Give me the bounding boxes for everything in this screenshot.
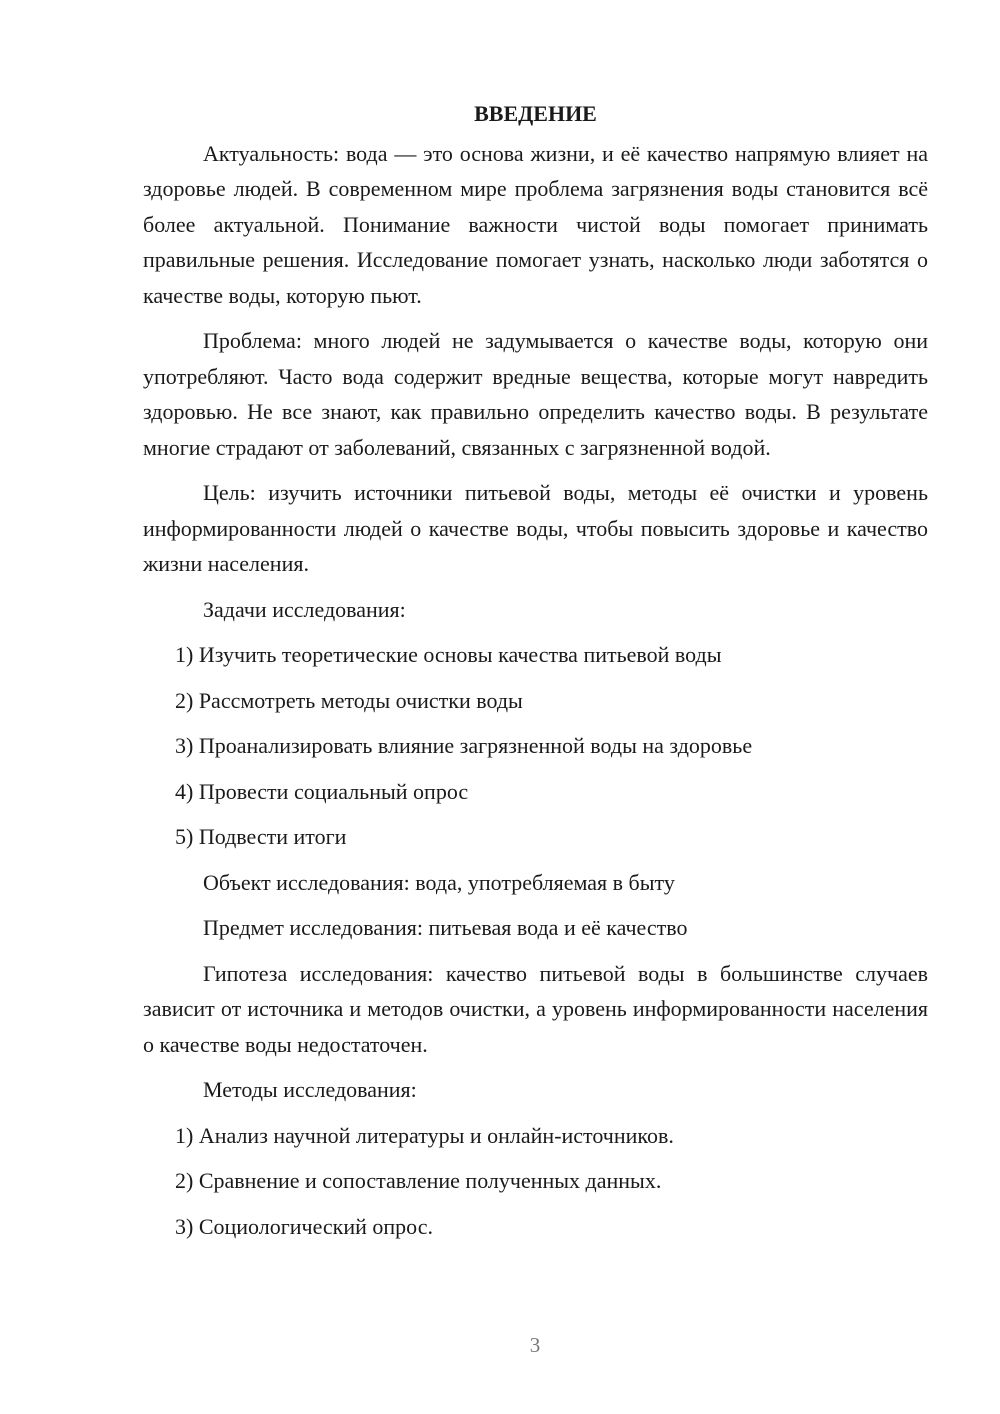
method-item: 3) Социологический опрос.	[175, 1213, 433, 1239]
hypothesis-paragraph: Гипотеза исследования: качество питьевой воды в большинстве случаев зависит от источника и методов очистки, а уровень информированности населения о качестве воды недостаточен.	[143, 960, 928, 1057]
page-title: ВВЕДЕНИЕ	[474, 101, 597, 126]
research-subject: Предмет исследования: питьевая вода и её качество	[203, 915, 688, 940]
research-object: Объект исследования: вода, употребляемая в быту	[203, 869, 675, 895]
document-page	[143, 96, 928, 1254]
task-item: 5) Подвести итоги	[175, 824, 347, 849]
task-item: 2) Рассмотреть методы очистки воды	[175, 687, 523, 713]
task-item: 4) Провести социальный опрос	[175, 778, 469, 804]
task-item: 1) Изучить теоретические основы качества питьевой воды	[175, 642, 722, 667]
task-item: 3) Проанализировать влияние загрязненной воды на здоровье	[175, 733, 753, 758]
relevance-paragraph: Актуальность: вода — это основа жизни, и её качество напрямую влияет на здоровье людей. В современном мире проблема загрязнения воды становится всё более актуальной. Понимание важности чистой воды помогает принимать правильные решения. Исследование помогает узнать, насколько люди заботятся о качестве воды, которую пьют.	[143, 140, 928, 308]
tasks-heading: Задачи исследования:	[203, 596, 406, 622]
method-item: 1) Анализ научной литературы и онлайн-источников.	[175, 1122, 674, 1148]
method-item: 2) Сравнение и сопоставление полученных данных.	[175, 1168, 662, 1193]
goal-paragraph: Цель: изучить источники питьевой воды, методы её очистки и уровень информированности людей о качестве воды, чтобы повысить здоровье и качество жизни населения.	[143, 480, 928, 576]
problem-paragraph: Проблема: много людей не задумывается о качестве воды, которую они употребляют. Часто вода содержит вредные вещества, которые могут навредить здоровью. Не все знают, как правильно определить качество воды. В результате многие страдают от заболеваний, связанных с загрязненной водой.	[143, 328, 928, 460]
page-number: 3	[529, 1333, 541, 1357]
methods-heading: Методы исследования:	[203, 1077, 417, 1102]
